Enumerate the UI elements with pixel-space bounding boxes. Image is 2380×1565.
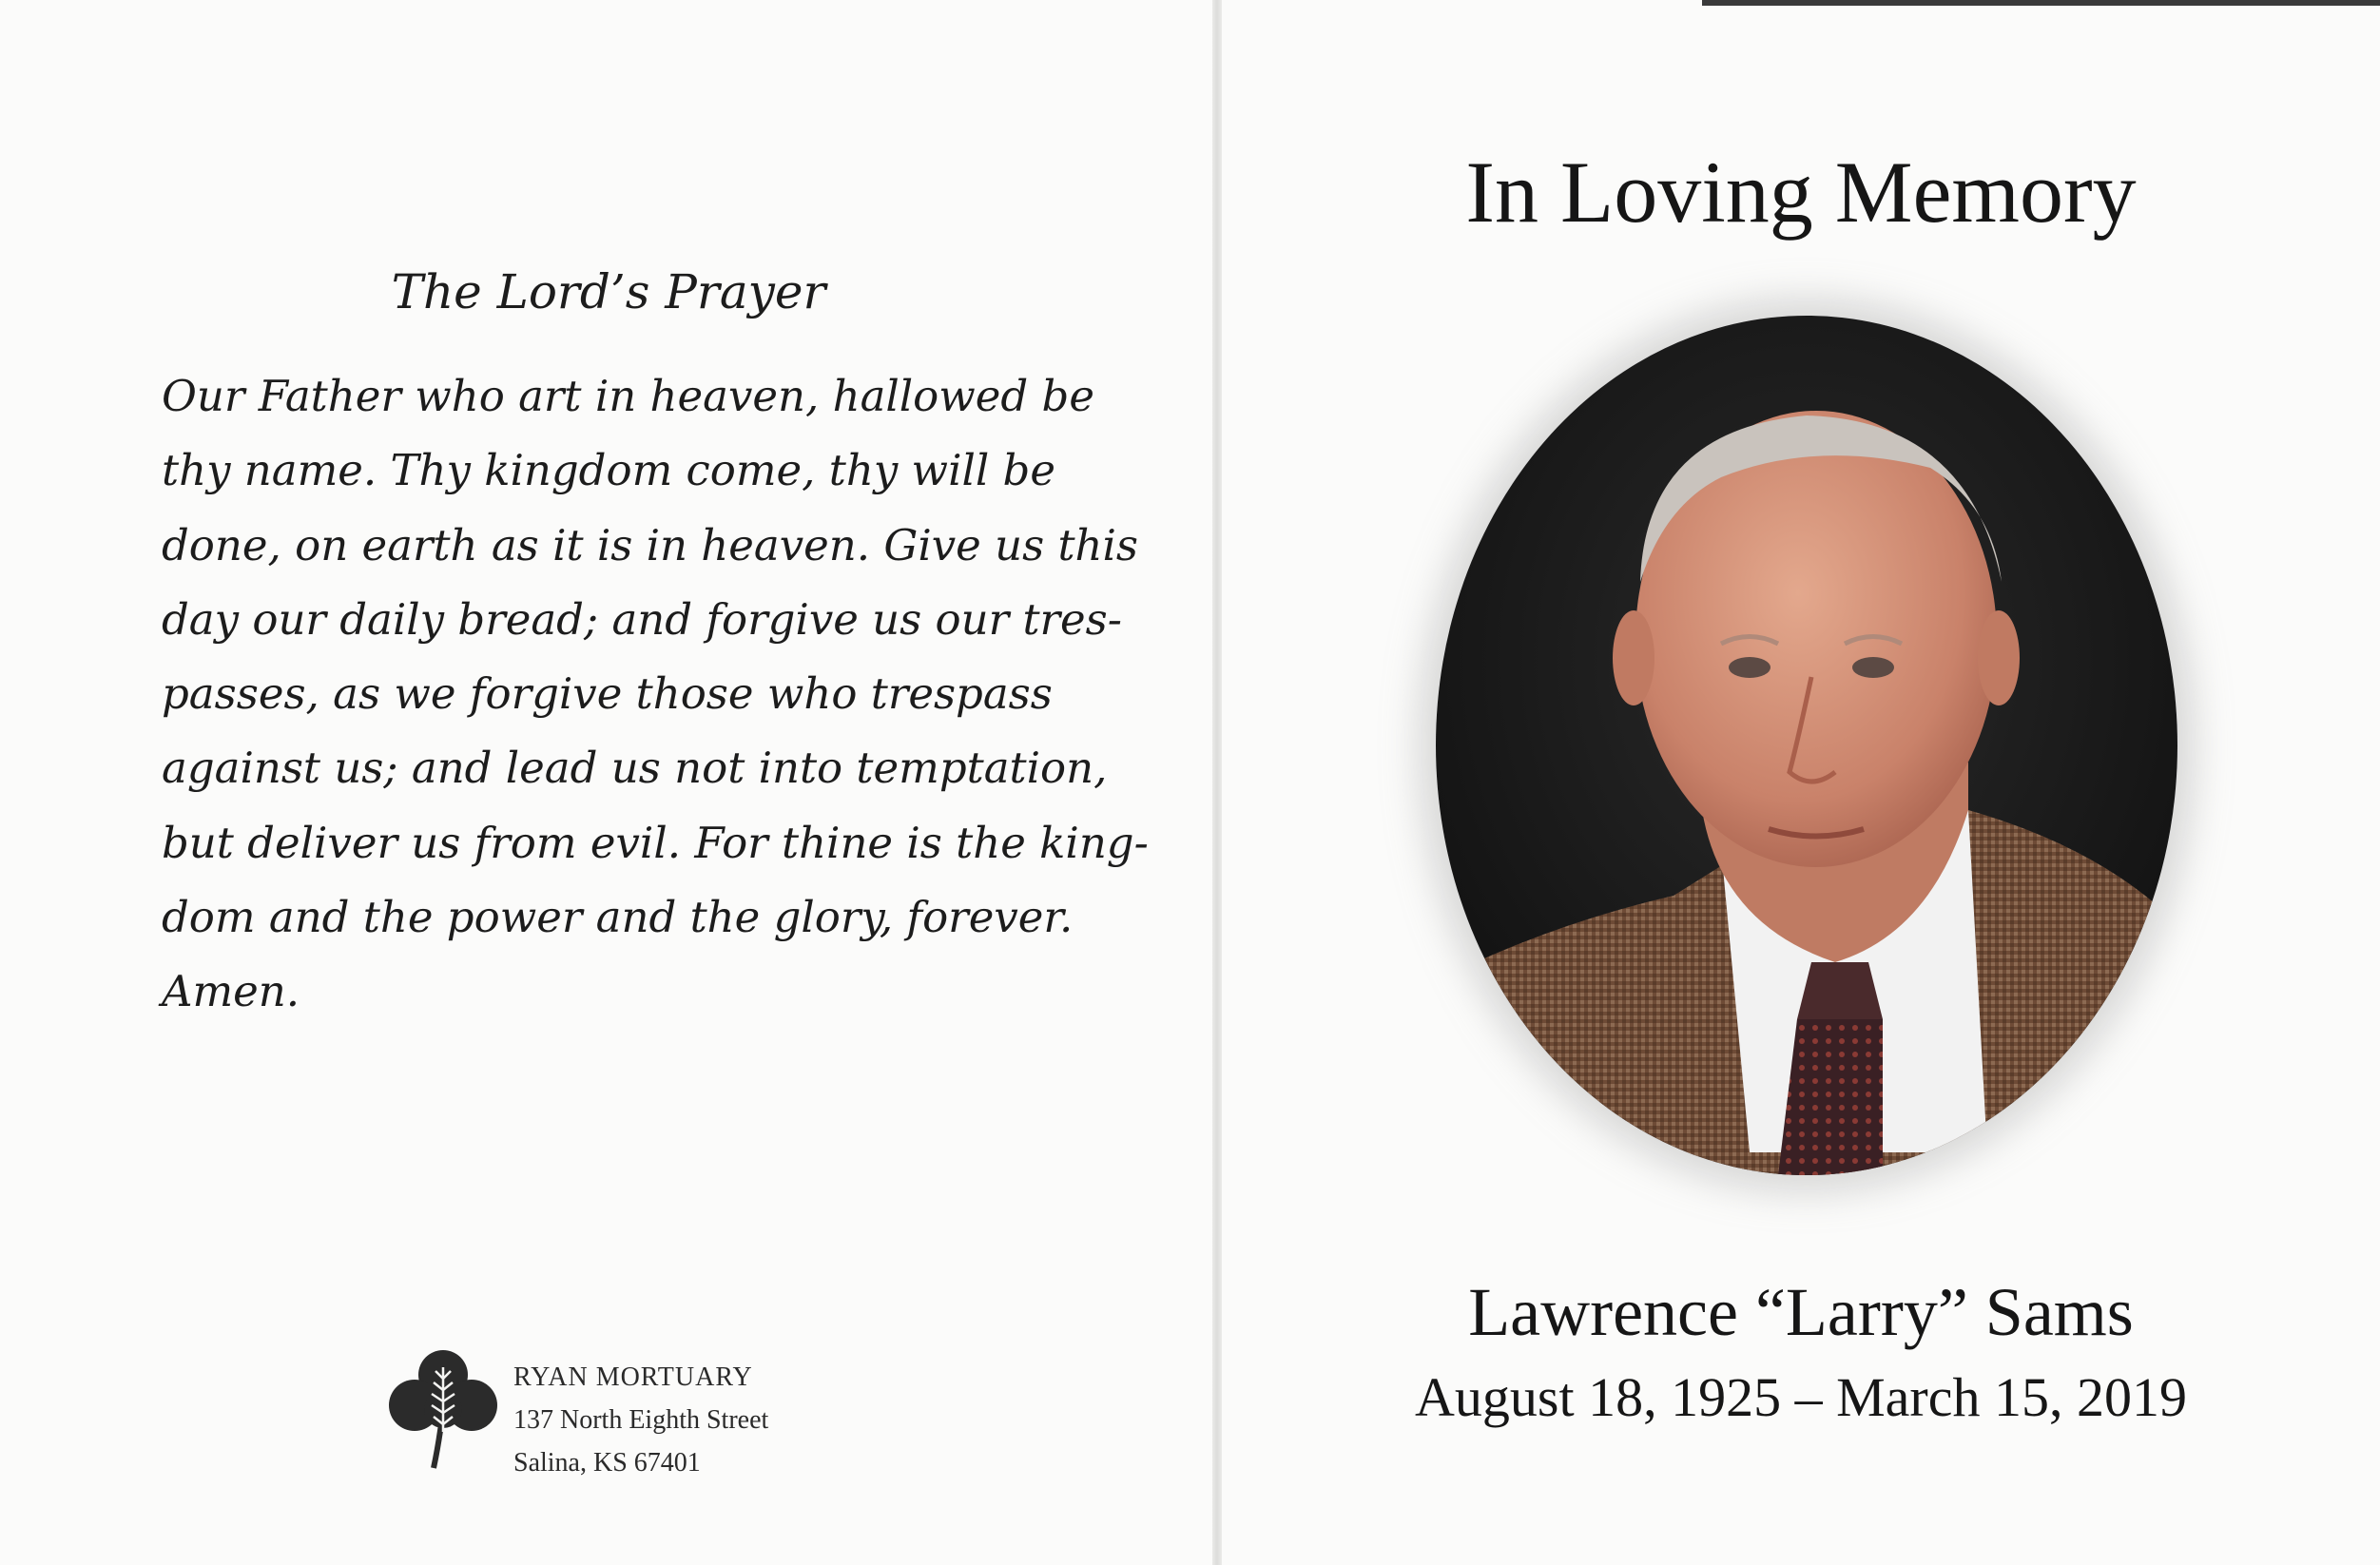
prayer-line: done, on earth as it is in heaven. Give us this xyxy=(162,519,1139,570)
card-fold xyxy=(1212,0,1222,1565)
mortuary-address-block xyxy=(513,1356,827,1484)
prayer-line: Amen. xyxy=(162,966,300,1017)
prayer-line: thy name. Thy kingdom come, thy will be xyxy=(162,445,1055,496)
prayer-line: but deliver us from evil. For thine is the king- xyxy=(162,817,1149,868)
prayer-line: dom and the power and the glory, forever. xyxy=(162,892,1074,943)
prayer-title: The Lord’s Prayer xyxy=(391,264,826,319)
scan-edge xyxy=(1702,0,2380,6)
mortuary-city: Salina, KS 67401 xyxy=(513,1448,701,1478)
mortuary-name: RYAN MORTUARY xyxy=(513,1362,753,1392)
prayer-line: against us; and lead us not into temptation, xyxy=(162,743,1108,794)
prayer-text xyxy=(162,359,1149,1030)
portrait-illustration xyxy=(1436,316,2177,1175)
portrait-photo xyxy=(1436,316,2177,1175)
mortuary-street: 137 North Eighth Street xyxy=(513,1405,769,1435)
prayer-line: day our daily bread; and forgive us our tres- xyxy=(162,593,1122,645)
mortuary-info xyxy=(384,1346,822,1478)
shamrock-wheat-icon xyxy=(384,1346,502,1470)
prayer-line: passes, as we forgive those who trespass xyxy=(162,668,1053,720)
prayer-line: Our Father who art in heaven, hallowed be xyxy=(162,371,1094,421)
life-dates: August 18, 1925 – March 15, 2019 xyxy=(1415,1366,2187,1428)
memorial-heading: In Loving Memory xyxy=(1465,144,2137,241)
deceased-name: Lawrence “Larry” Sams xyxy=(1468,1274,2134,1350)
